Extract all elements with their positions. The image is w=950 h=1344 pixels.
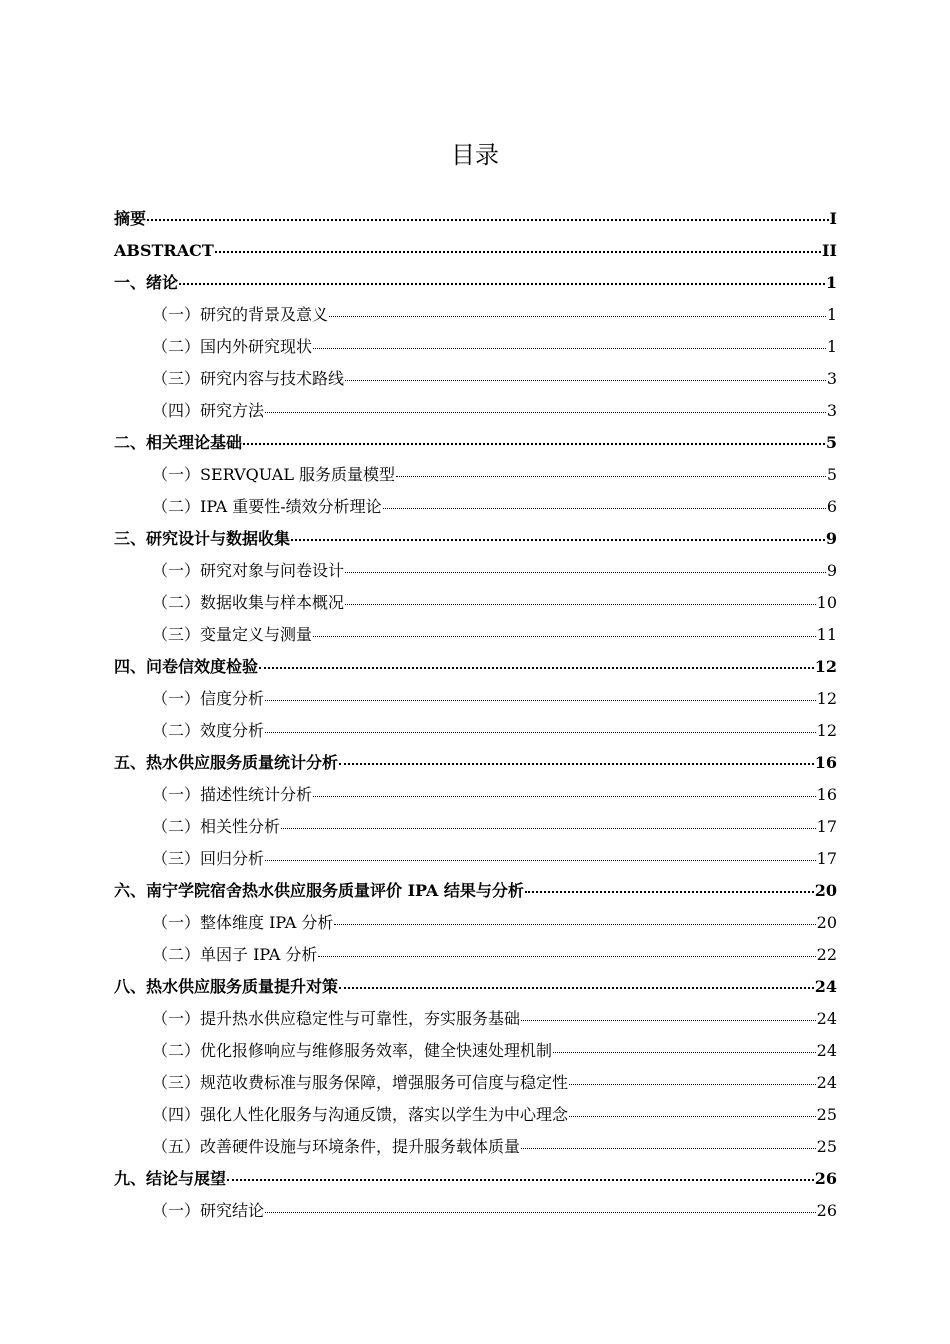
toc-dot-leader (313, 796, 816, 797)
toc-entry-label: （三）变量定义与测量 (152, 625, 313, 644)
toc-section-entry[interactable] (114, 907, 837, 939)
toc-page-number: 26 (816, 1201, 837, 1220)
toc-page-number: 25 (816, 1137, 837, 1156)
toc-entry-label: （四）研究方法 (152, 401, 265, 420)
toc-page-number: 24 (816, 1009, 837, 1028)
toc-page-number: 25 (816, 1105, 837, 1124)
toc-page-number: 16 (814, 753, 837, 772)
toc-section-entry[interactable] (114, 715, 837, 747)
toc-page-number: 1 (826, 305, 837, 324)
toc-section-entry[interactable] (114, 843, 837, 875)
toc-dot-leader (265, 1212, 816, 1213)
toc-dot-leader (265, 700, 816, 701)
toc-dot-leader (227, 1179, 814, 1181)
toc-entry-label: （一）提升热水供应稳定性与可靠性，夯实服务基础 (152, 1009, 521, 1028)
toc-page-number: 22 (816, 945, 837, 964)
toc-page-number: 12 (814, 657, 837, 676)
toc-chapter-entry[interactable] (114, 267, 837, 299)
toc-entry-label: （二）效度分析 (152, 721, 265, 740)
toc-dot-leader (345, 572, 826, 573)
toc-entry-label: （一）整体维度 IPA 分析 (152, 913, 334, 932)
toc-section-entry[interactable] (114, 683, 837, 715)
toc-section-entry[interactable] (114, 363, 837, 395)
toc-page-number: 20 (814, 881, 837, 900)
toc-dot-leader (291, 539, 825, 541)
toc-entry-label: （四）强化人性化服务与沟通反馈，落实以学生为中心理念 (152, 1105, 569, 1124)
toc-page-number: 24 (816, 1073, 837, 1092)
toc-chapter-entry[interactable] (114, 1163, 837, 1195)
toc-dot-leader (147, 219, 829, 221)
toc-chapter-entry[interactable] (114, 971, 837, 1003)
toc-dot-leader (383, 508, 826, 509)
toc-dot-leader (396, 476, 826, 477)
toc-dot-leader (339, 987, 814, 989)
toc-page-number: I (829, 209, 837, 228)
toc-page-number: 24 (816, 1041, 837, 1060)
toc-entry-label: （二）数据收集与样本概况 (152, 593, 345, 612)
toc-entry-label: （二）国内外研究现状 (152, 337, 313, 356)
toc-entry-label: （二）IPA 重要性-绩效分析理论 (152, 497, 382, 516)
toc-dot-leader (521, 1020, 816, 1021)
toc-entry-label: 四、问卷信效度检验 (114, 657, 259, 676)
toc-page-number: 10 (816, 593, 837, 612)
toc-dot-leader (313, 636, 816, 637)
toc-entry-label: （一）描述性统计分析 (152, 785, 313, 804)
toc-page-number: 12 (816, 689, 837, 708)
toc-page-number: 1 (825, 273, 837, 292)
toc-entry-label: （一）SERVQUAL 服务质量模型 (152, 465, 396, 484)
toc-entry-label: （五）改善硬件设施与环境条件，提升服务载体质量 (152, 1137, 521, 1156)
toc-entry-label: （一）研究对象与问卷设计 (152, 561, 345, 580)
toc-dot-leader (345, 380, 826, 381)
toc-dot-leader (521, 1148, 816, 1149)
toc-chapter-entry[interactable] (114, 203, 837, 235)
toc-dot-leader (569, 1084, 816, 1085)
toc-section-entry[interactable] (114, 395, 837, 427)
toc-entry-label: 五、热水供应服务质量统计分析 (114, 753, 339, 772)
toc-entry-label: 三、研究设计与数据收集 (114, 529, 291, 548)
toc-page-number: 5 (825, 433, 837, 452)
toc-dot-leader (569, 1116, 816, 1117)
toc-page-number: 3 (826, 401, 837, 420)
toc-section-entry[interactable] (114, 1131, 837, 1163)
toc-page-number: 9 (825, 529, 837, 548)
toc-page-number: 24 (814, 977, 837, 996)
toc-section-entry[interactable] (114, 1003, 837, 1035)
toc-dot-leader (215, 251, 821, 253)
toc-dot-leader (329, 316, 826, 317)
toc-entry-label: 八、热水供应服务质量提升对策 (114, 977, 339, 996)
toc-section-entry[interactable] (114, 1067, 837, 1099)
toc-dot-leader (313, 348, 826, 349)
toc-section-entry[interactable] (114, 1035, 837, 1067)
toc-dot-leader (265, 732, 816, 733)
toc-page-number: 17 (816, 849, 837, 868)
toc-page-number: 17 (816, 817, 837, 836)
toc-dot-leader (265, 860, 816, 861)
toc-entry-label: （一）信度分析 (152, 689, 265, 708)
toc-section-entry[interactable] (114, 1099, 837, 1131)
toc-page-number: 5 (826, 465, 837, 484)
toc-section-entry[interactable] (114, 619, 837, 651)
toc-section-entry[interactable] (114, 811, 837, 843)
toc-chapter-entry[interactable] (114, 235, 837, 267)
toc-dot-leader (345, 604, 816, 605)
toc-page-number: 16 (816, 785, 837, 804)
toc-entry-label: （三）研究内容与技术路线 (152, 369, 345, 388)
toc-page-number: 20 (816, 913, 837, 932)
toc-dot-leader (265, 412, 826, 413)
toc-entry-label: （二）相关性分析 (152, 817, 281, 836)
toc-chapter-entry[interactable] (114, 875, 837, 907)
toc-entry-label: （二）优化报修响应与维修服务效率，健全快速处理机制 (152, 1041, 553, 1060)
toc-page-number: 9 (826, 561, 837, 580)
toc-entry-label: 二、相关理论基础 (114, 433, 243, 452)
toc-entry-label: （三）规范收费标准与服务保障，增强服务可信度与稳定性 (152, 1073, 569, 1092)
toc-dot-leader (334, 924, 815, 925)
toc-entry-label: 六、南宁学院宿舍热水供应服务质量评价 IPA 结果与分析 (114, 881, 524, 900)
toc-dot-leader (525, 891, 814, 893)
toc-dot-leader (339, 763, 814, 765)
toc-page-number: II (822, 241, 837, 260)
toc-section-entry[interactable] (114, 1195, 837, 1227)
toc-dot-leader (179, 283, 825, 285)
toc-dot-leader (553, 1052, 816, 1053)
toc-section-entry[interactable] (114, 587, 837, 619)
table-of-contents (114, 203, 837, 1227)
toc-entry-label: （一）研究的背景及意义 (152, 305, 329, 324)
toc-chapter-entry[interactable] (114, 747, 837, 779)
toc-page-number: 12 (816, 721, 837, 740)
toc-section-entry[interactable] (114, 939, 837, 971)
toc-section-entry[interactable] (114, 491, 837, 523)
toc-entry-label: 摘要 (114, 209, 147, 228)
toc-section-entry[interactable] (114, 555, 837, 587)
toc-entry-label: 一、绪论 (114, 273, 179, 292)
toc-page-number: 26 (814, 1169, 837, 1188)
toc-chapter-entry[interactable] (114, 651, 837, 683)
page-title: 目录 (451, 141, 499, 169)
toc-page-number: 1 (826, 337, 837, 356)
toc-page-number: 3 (826, 369, 837, 388)
toc-entry-label: （二）单因子 IPA 分析 (152, 945, 318, 964)
toc-chapter-entry[interactable] (114, 523, 837, 555)
toc-section-entry[interactable] (114, 299, 837, 331)
toc-dot-leader (281, 828, 816, 829)
toc-page-number: 11 (816, 625, 837, 644)
toc-chapter-entry[interactable] (114, 427, 837, 459)
toc-dot-leader (243, 443, 825, 445)
toc-section-entry[interactable] (114, 779, 837, 811)
toc-section-entry[interactable] (114, 459, 837, 491)
toc-dot-leader (259, 667, 814, 669)
toc-dot-leader (318, 956, 815, 957)
toc-page-number: 6 (826, 497, 837, 516)
toc-entry-label: 九、结论与展望 (114, 1169, 227, 1188)
toc-entry-label: （一）研究结论 (152, 1201, 265, 1220)
toc-entry-label: ABSTRACT (114, 241, 214, 260)
toc-section-entry[interactable] (114, 331, 837, 363)
toc-entry-label: （三）回归分析 (152, 849, 265, 868)
